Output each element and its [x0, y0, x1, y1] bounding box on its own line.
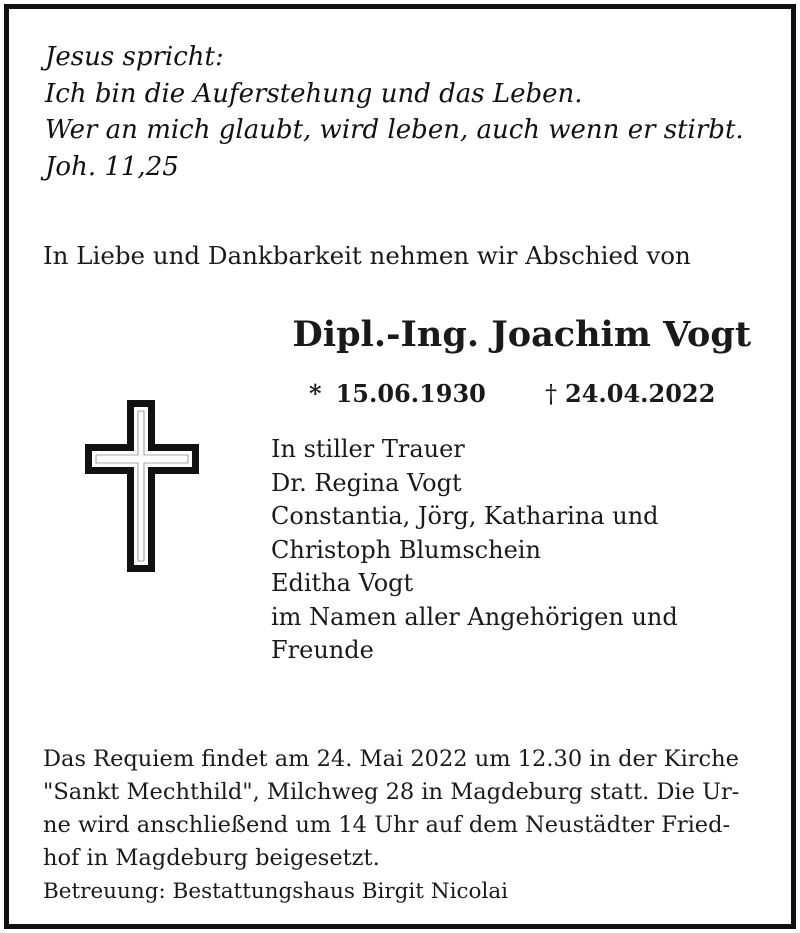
mourners-line: Dr. Regina Vogt	[271, 468, 462, 497]
mourners-list	[271, 433, 678, 668]
verse-line: Ich bin die Auferstehung und das Leben.	[45, 78, 583, 109]
deceased-name: Dipl.-Ing. Joachim Vogt	[292, 314, 751, 355]
birth-symbol: *	[309, 379, 322, 408]
life-dates	[309, 379, 716, 408]
verse-line: Wer an mich glaubt, wird leben, auch wenn er stirbt.	[45, 115, 744, 145]
requiem-line: Das Requiem findet am 24. Mai 2022 um 12.30 in der Kirche	[43, 746, 739, 772]
obituary-frame	[4, 4, 796, 929]
intro-text: In Liebe und Dankbarkeit nehmen wir Abschied von	[43, 241, 691, 270]
mourners-line: Freunde	[271, 636, 374, 664]
requiem-notice	[43, 743, 739, 875]
mourners-line: Editha Vogt	[271, 569, 414, 597]
death-group	[545, 379, 715, 408]
funeral-home-credit: Betreuung: Bestattungshaus Birgit Nicolai	[43, 879, 509, 904]
requiem-line: hof in Magdeburg beigesetzt.	[43, 845, 380, 871]
birth-date: 15.06.1930	[335, 379, 486, 408]
verse-line: Jesus spricht:	[45, 42, 224, 72]
requiem-line: "Sankt Mechthild", Milchweg 28 in Magdeburg statt. Die Ur-	[43, 779, 740, 805]
death-date: 24.04.2022	[565, 379, 716, 408]
mourners-line: Christoph Blumschein	[271, 535, 541, 564]
mourners-line: Constantia, Jörg, Katharina und	[271, 502, 659, 530]
death-symbol: †	[545, 380, 557, 408]
requiem-line: ne wird anschließend um 14 Uhr auf dem Neustädter Fried-	[43, 812, 731, 838]
latin-cross-icon	[83, 398, 201, 574]
mourners-line: im Namen aller Angehörigen und	[271, 602, 678, 631]
mourners-line: In stiller Trauer	[271, 435, 465, 463]
bible-verse	[45, 39, 744, 185]
verse-reference: Joh. 11,25	[45, 151, 179, 182]
